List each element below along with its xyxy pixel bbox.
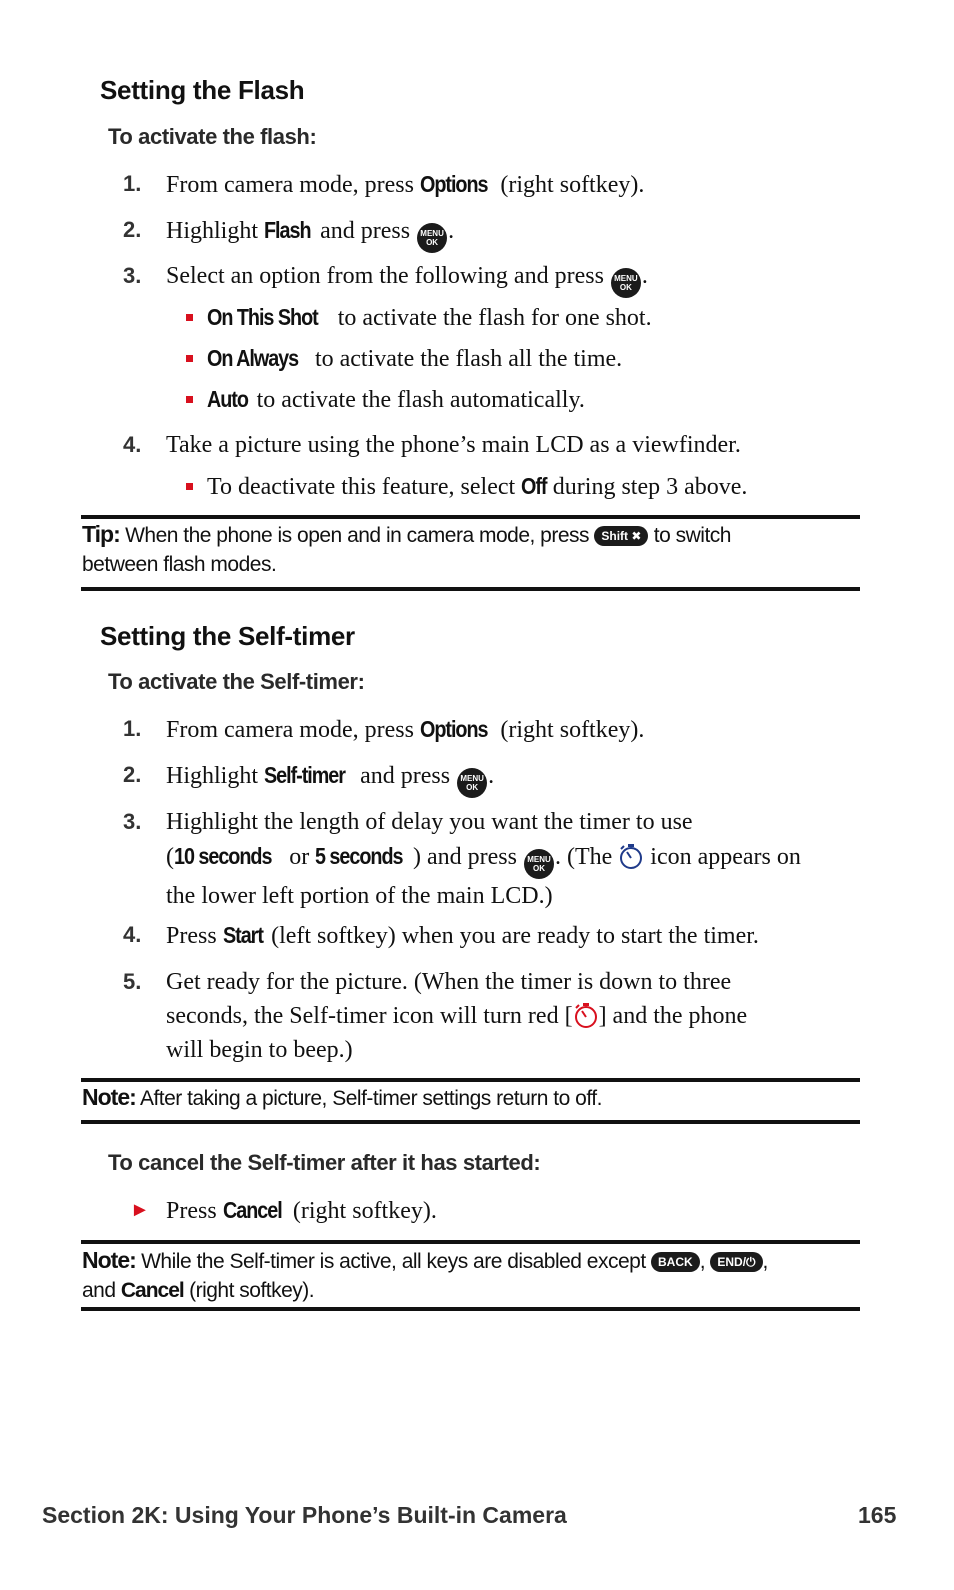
flash-deactivate-bullet: To deactivate this feature, select Off during step 3 above. (0, 469, 954, 503)
bullet-square-icon (186, 314, 193, 321)
step-number: 1. (123, 716, 142, 741)
step-text: (right softkey). (494, 172, 645, 198)
keyword-auto: Auto (207, 386, 248, 412)
menu-ok-key-icon: MENU OK (524, 849, 554, 879)
keyword-options: Options (419, 716, 488, 742)
step-text: Select an option from the following and press (166, 263, 610, 289)
note2-bottom-rule (81, 1307, 860, 1311)
timer-step-3: 3. Highlight the length of delay you want the timer to use (10 seconds or 5 seconds ) and press MENU OK . (The icon appears on the lower left portion of the main LCD.) (0, 805, 954, 907)
keyword-cancel: Cancel (120, 1279, 184, 1302)
note-box-1: Note: After taking a picture, Self-timer settings return to off. (82, 1084, 602, 1110)
step-number: 3. (123, 263, 142, 288)
tip-line-2: between flash modes. (82, 553, 277, 576)
timer-step-1: 1. From camera mode, press Options (right softkey). (0, 712, 954, 746)
step-number: 4. (123, 432, 142, 457)
page-number: 165 (858, 1502, 897, 1528)
step-number: 4. (123, 922, 142, 947)
self-timer-red-icon (573, 1002, 599, 1030)
keyword-off: Off (521, 473, 547, 499)
section-heading-self-timer: Setting the Self-timer (100, 621, 355, 651)
keyword-start: Start (222, 922, 263, 948)
keyword-on-this-shot: On This Shot (207, 304, 318, 330)
step-number: 3. (123, 809, 142, 834)
keyword-options: Options (419, 171, 488, 197)
flash-option-bullet (0, 382, 954, 416)
cancel-step: ► Press Cancel (right softkey). (0, 1193, 954, 1227)
keyword-cancel: Cancel (222, 1197, 282, 1223)
flash-step-2: 2. Highlight Flash and press MENU OK . (0, 213, 954, 247)
note-label: Note: (82, 1247, 136, 1273)
subheading-cancel-self-timer: To cancel the Self-timer after it has started: (108, 1150, 541, 1175)
step-text: and press (314, 218, 417, 244)
bullet-text: to activate the flash all the time. (308, 346, 623, 372)
footer-section-title: Section 2K: Using Your Phone’s Built-in Camera (42, 1502, 567, 1528)
section-heading-flash: Setting the Flash (100, 75, 305, 105)
bullet-square-icon (186, 396, 193, 403)
menu-ok-key-icon: MENU OK (457, 768, 487, 798)
tip-label: Tip: (82, 521, 120, 547)
step-number: 1. (123, 171, 142, 196)
bullet-square-icon (186, 483, 193, 490)
step-text: Highlight (166, 218, 265, 244)
timer-step-2: 2. Highlight Self-timer and press MENU OK . (0, 758, 954, 792)
keyword-flash: Flash (264, 217, 311, 243)
flash-step-3: 3. Select an option from the following and press MENU OK . (0, 259, 954, 293)
note1-top-rule (81, 1078, 860, 1082)
bullet-text: to activate the flash automatically. (250, 387, 585, 413)
step-text: Take a picture using the phone’s main LCD as a viewfinder. (166, 432, 741, 458)
note1-bottom-rule (81, 1120, 860, 1124)
note2-top-rule (81, 1240, 860, 1244)
bullet-text: to activate the flash for one shot. (331, 305, 652, 331)
shift-key-icon: Shift ✖ (594, 526, 648, 546)
flash-option-bullet (0, 300, 954, 334)
flash-option-bullet (0, 341, 954, 375)
end-power-key-icon: END/⏻ (710, 1252, 762, 1272)
menu-ok-key-icon: MENU OK (417, 223, 447, 253)
self-timer-icon (618, 843, 644, 871)
timer-step-4: 4. Press Start (left softkey) when you are ready to start the timer. (0, 918, 954, 952)
step-number: 5. (123, 969, 142, 994)
arrow-bullet-icon: ► (130, 1199, 150, 1221)
tip-top-rule (81, 515, 860, 519)
tip-box: Tip: When the phone is open and in camera mode, press Shift ✖ to switch between flash modes. (82, 520, 862, 579)
step-number: 2. (123, 217, 142, 242)
tip-bottom-rule (81, 587, 860, 591)
subheading-activate-flash: To activate the flash: (108, 124, 317, 149)
flash-step-4 (0, 428, 954, 462)
flash-step-1 (0, 167, 954, 201)
note-box-2: Note: While the Self-timer is active, all keys are disabled except BACK , END/⏻ , and Cancel (right softkey). (82, 1247, 768, 1302)
bullet-square-icon (186, 355, 193, 362)
step-number: 2. (123, 762, 142, 787)
keyword-10-seconds: 10 seconds (174, 843, 272, 869)
subheading-activate-self-timer: To activate the Self-timer: (108, 669, 365, 694)
keyword-on-always: On Always (207, 345, 299, 371)
back-key-icon: BACK (651, 1252, 700, 1272)
keyword-self-timer: Self-timer (264, 762, 345, 788)
step-text: From camera mode, press (166, 172, 420, 198)
keyword-5-seconds: 5 seconds (315, 843, 403, 869)
timer-step-5: 5. Get ready for the picture. (When the timer is down to three seconds, the Self-timer icon will turn red [ ] and the phone will begin to beep.) (0, 965, 954, 1067)
note-label: Note: (82, 1084, 136, 1110)
menu-ok-key-icon: MENU OK (611, 268, 641, 298)
